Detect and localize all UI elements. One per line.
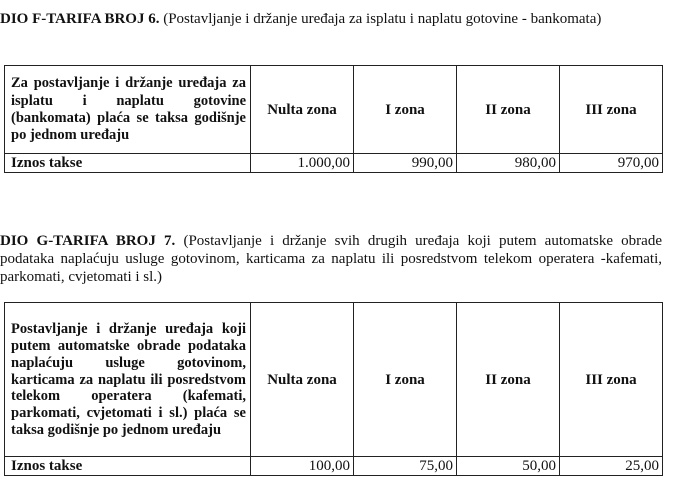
zone-header-i: I zona bbox=[354, 66, 457, 154]
zone-header-iii: III zona bbox=[560, 66, 663, 154]
zone-header-i: I zona bbox=[354, 303, 457, 457]
amount-iii: 970,00 bbox=[560, 154, 663, 173]
section-f-heading bbox=[0, 10, 662, 28]
tariff-table-7 bbox=[4, 302, 663, 476]
amount-i: 75,00 bbox=[354, 457, 457, 476]
section-f-title: DIO F-TARIFA BROJ 6. bbox=[0, 11, 160, 27]
section-g-heading bbox=[0, 232, 662, 286]
section-g-subtitle: (Postavljanje i držanje svih drugih uređaja koji putem automatske obrade podataka naplaćuju usluge gotovinom, karticama za naplatu ili posredstvom telekom operatera -kafemati, parkomati, cvjetomati i sl.) bbox=[0, 233, 662, 285]
table-description: Za postavljanje i držanje uređaja za isplatu i naplatu gotovine (bankomata) plaća se taksa godišnje po jednom uređaju bbox=[5, 66, 251, 154]
amount-iii: 25,00 bbox=[560, 457, 663, 476]
zone-header-iii: III zona bbox=[560, 303, 663, 457]
table-row bbox=[5, 154, 663, 173]
table-row bbox=[5, 457, 663, 476]
zone-header-ii: II zona bbox=[457, 66, 560, 154]
zone-header-nulta: Nulta zona bbox=[251, 66, 354, 154]
amount-ii: 980,00 bbox=[457, 154, 560, 173]
table-description: Postavljanje i držanje uređaja koji putem automatske obrade podataka naplaćuju usluge gotovinom, karticama za naplatu ili posredstvom telekom operatera (kafemati, parkomati, cvjetomati i sl.) plaća se taksa godišnje po jednom uređaju bbox=[5, 303, 251, 457]
section-f-subtitle: (Postavljanje i držanje uređaja za isplatu i naplatu gotovine - bankomata) bbox=[163, 11, 602, 27]
tariff-table-6 bbox=[4, 65, 663, 173]
amount-label: Iznos takse bbox=[5, 154, 251, 173]
table-header-row bbox=[5, 303, 663, 457]
amount-label: Iznos takse bbox=[5, 457, 251, 476]
amount-i: 990,00 bbox=[354, 154, 457, 173]
section-g-title: DIO G-TARIFA BROJ 7. bbox=[0, 233, 176, 249]
amount-nulta: 1.000,00 bbox=[251, 154, 354, 173]
table-header-row bbox=[5, 66, 663, 154]
zone-header-nulta: Nulta zona bbox=[251, 303, 354, 457]
amount-ii: 50,00 bbox=[457, 457, 560, 476]
amount-nulta: 100,00 bbox=[251, 457, 354, 476]
zone-header-ii: II zona bbox=[457, 303, 560, 457]
